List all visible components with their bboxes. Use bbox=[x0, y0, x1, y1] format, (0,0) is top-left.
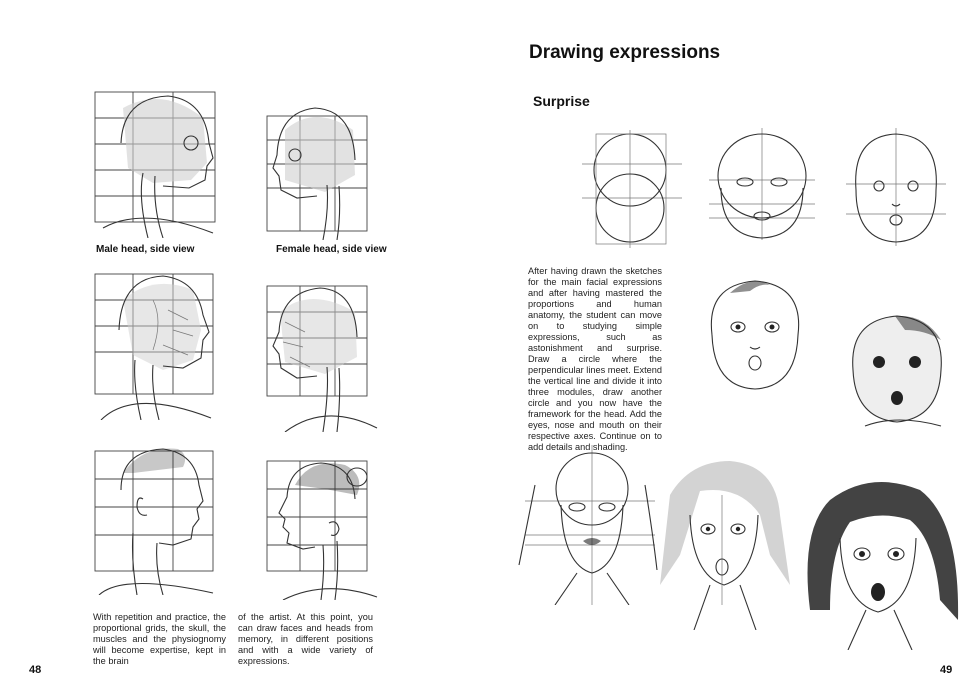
page-number-right: 49 bbox=[940, 664, 953, 676]
left-body-col2: of the artist. At this point, you can draw faces and heads from memory, in different positions and with a wide variety of expressions. bbox=[238, 612, 373, 666]
male-head-illustration bbox=[93, 445, 218, 595]
right-body-text: After having drawn the sketches for the main facial expressions and after having mastered the proportions and human anatomy, the student can move on to studying simple expressions, such as astonishment and surprise. Draw a circle where the perpendicular lines meet. Extend the vertical line and divide it into three modules, draw another circle and you now have the framework for the head. Add the eyes, nose and mouth on their respective axes. Continue on to add details and shading. bbox=[528, 266, 662, 452]
female-head-illustration bbox=[265, 455, 380, 600]
page-number-left: 48 bbox=[29, 664, 42, 676]
male-muscles-illustration bbox=[93, 270, 218, 420]
page-title: Drawing expressions bbox=[529, 42, 721, 63]
female-skull-illustration bbox=[265, 100, 375, 240]
baby-face-shaded bbox=[845, 310, 950, 430]
female-muscles-illustration bbox=[265, 282, 380, 432]
baby-face-sketch-1 bbox=[707, 128, 817, 243]
woman-construction-sketch bbox=[515, 445, 660, 605]
male-skull-illustration bbox=[93, 88, 223, 238]
woman-surprised-sketch bbox=[650, 455, 795, 630]
caption-female-side: Female head, side view bbox=[276, 244, 387, 255]
left-body-col1: With repetition and practice, the proportional grids, the skull, the muscles and the physiognomy will become expertise, kept in the brain bbox=[93, 612, 226, 666]
woman-surprised-shaded bbox=[800, 470, 965, 650]
baby-face-sketch-3 bbox=[700, 275, 810, 395]
section-subtitle: Surprise bbox=[533, 93, 590, 109]
construction-circles-sketch bbox=[582, 130, 682, 250]
caption-male-side: Male head, side view bbox=[96, 244, 195, 255]
baby-face-sketch-2 bbox=[846, 128, 946, 248]
